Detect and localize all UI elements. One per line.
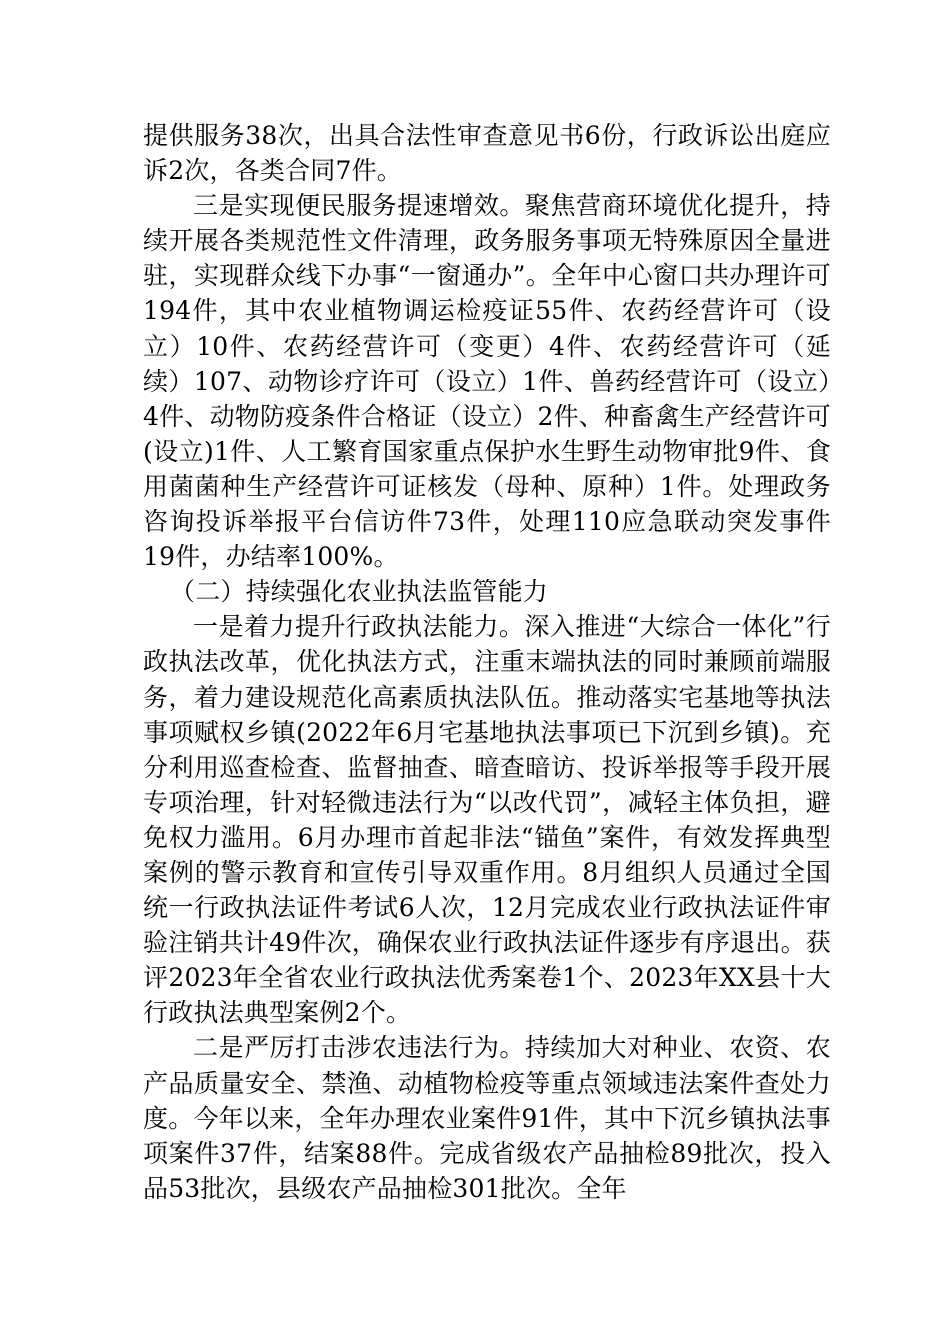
section-heading-law-enforcement: （二）持续强化农业执法监管能力 [170,577,549,607]
paragraph-enforcement-capacity: 一是着力提升行政执法能力。深入推进“大综合一体化”行政执法改革，优化执法方式，注重末端执法的同时兼顾前端服务，着力建设规范化高素质执法队伍。推动落实宅基地等执法事项赋权乡镇(2022年6月宅基地执法事项已下沉到乡镇)。充分利用巡查检查、监督抽查、暗查暗访、投诉举报等手段开展专项治理，针对轻微违法行为“以改代罚”，减轻主体负担，避免权力滥用。6月办理市首起非法“锚鱼”案件，有效发挥典型案例的警示教育和宣传引导双重作用。8月组织人员通过全国统一行政执法证件考试6人次，12月完成农业行政执法证件审验注销共计49件次，确保农业行政执法证件逐步有序退出。获评2023年全省农业行政执法优秀案卷1个、2023年XX县十大行政执法典型案例2个。 [143,612,831,1028]
paragraph-legal-services: 提供服务38次，出具合法性审查意见书6份，行政诉讼出庭应诉2次，各类合同7件。 [143,121,831,186]
document-page [143,118,831,1206]
paragraph-crack-down-violations: 二是严厉打击涉农违法行为。持续加大对种业、农资、农产品质量安全、禁渔、动植物检疫等重点领域违法案件查处力度。今年以来，全年办理农业案件91件，其中下沉乡镇执法事项案件37件，结案88件。完成省级农产品抽检89批次，投入品53批次，县级农产品抽检301批次。全年 [143,1033,831,1203]
paragraph-convenience-services: 三是实现便民服务提速增效。聚焦营商环境优化提升，持续开展各类规范性文件清理，政务服务事项无特殊原因全量进驻，实现群众线下办事“一窗通办”。全年中心窗口共办理许可194件，其中农业植物调运检疫证55件、农药经营许可（设立）10件、农药经营许可（变更）4件、农药经营许可（延续）107、动物诊疗许可（设立）1件、兽药经营许可（设立）4件、动物防疫条件合格证（设立）2件、种畜禽生产经营许可(设立)1件、人工繁育国家重点保护水生野生动物审批9件、食用菌菌种生产经营许可证核发（母种、原种）1件。处理政务咨询投诉举报平台信访件73件，处理110应急联动突发事件19件，办结率100%。 [143,191,831,572]
